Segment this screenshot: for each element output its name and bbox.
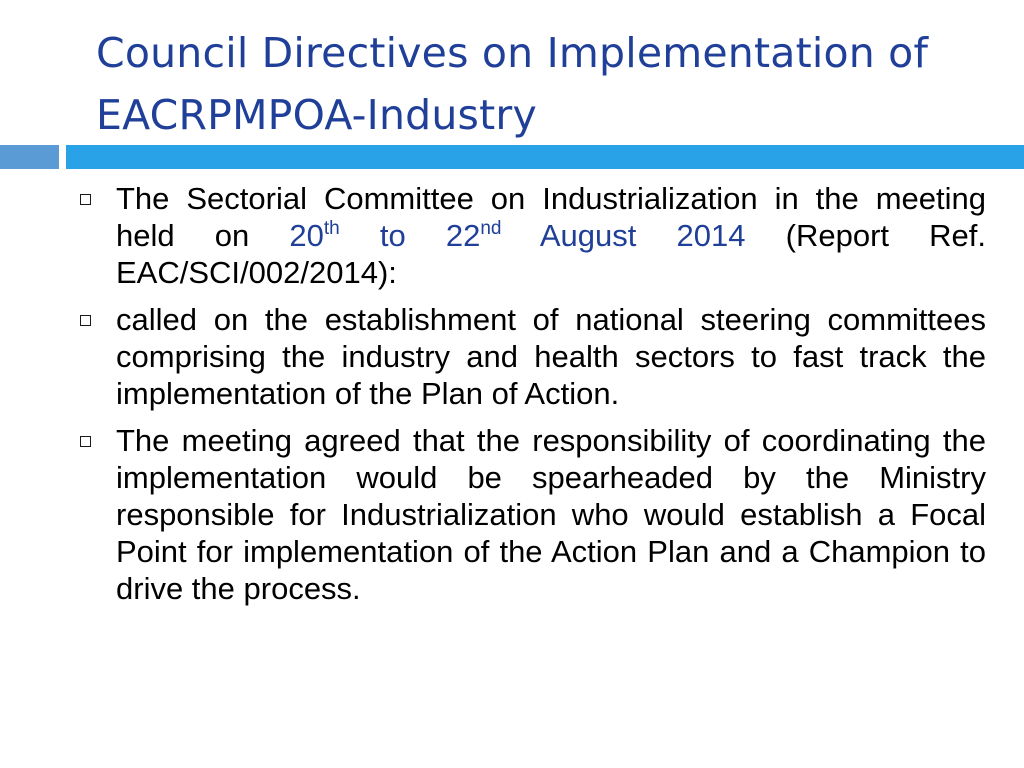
square-bullet-icon (80, 194, 91, 205)
date-end-suffix: nd (480, 218, 502, 239)
bullet-text: called on the establishment of national steering committees comprising the industry and health sectors to fast track the implementation of the Plan of Action. (116, 302, 986, 411)
date-start-suffix: th (323, 218, 340, 239)
date-start-number: 20 (289, 218, 324, 253)
title-accent-bar-right (66, 145, 1024, 169)
meeting-date (289, 218, 745, 253)
date-month-year: August 2014 (501, 218, 746, 253)
bullet-list (80, 180, 986, 617)
square-bullet-icon (80, 315, 91, 326)
bullet-text-reference: (Report Ref. EAC/SCI/002/2014): (116, 218, 986, 290)
square-bullet-icon (80, 436, 91, 447)
bullet-text: The Sectorial Committee on Industrialization in the meeting held on (116, 181, 986, 253)
title-accent-bar-left (0, 145, 59, 169)
slide-title-line-2: EACRPMPOA-Industry (96, 91, 537, 139)
slide-title (96, 22, 996, 146)
bullet-item-ministry-responsibility (80, 422, 986, 607)
bullet-item-committee-meeting (80, 180, 986, 291)
bullet-text: The meeting agreed that the responsibility of coordinating the implementation would be spearheaded by the Ministry responsible for Industrialization who would establish a Focal Point for implementation of the Action Plan and a Champion to drive the process. (116, 423, 986, 606)
bullet-item-steering-committees (80, 301, 986, 412)
date-range-middle: to 22 (339, 218, 481, 253)
slide-title-line-1: Council Directives on Implementation of (96, 29, 929, 77)
